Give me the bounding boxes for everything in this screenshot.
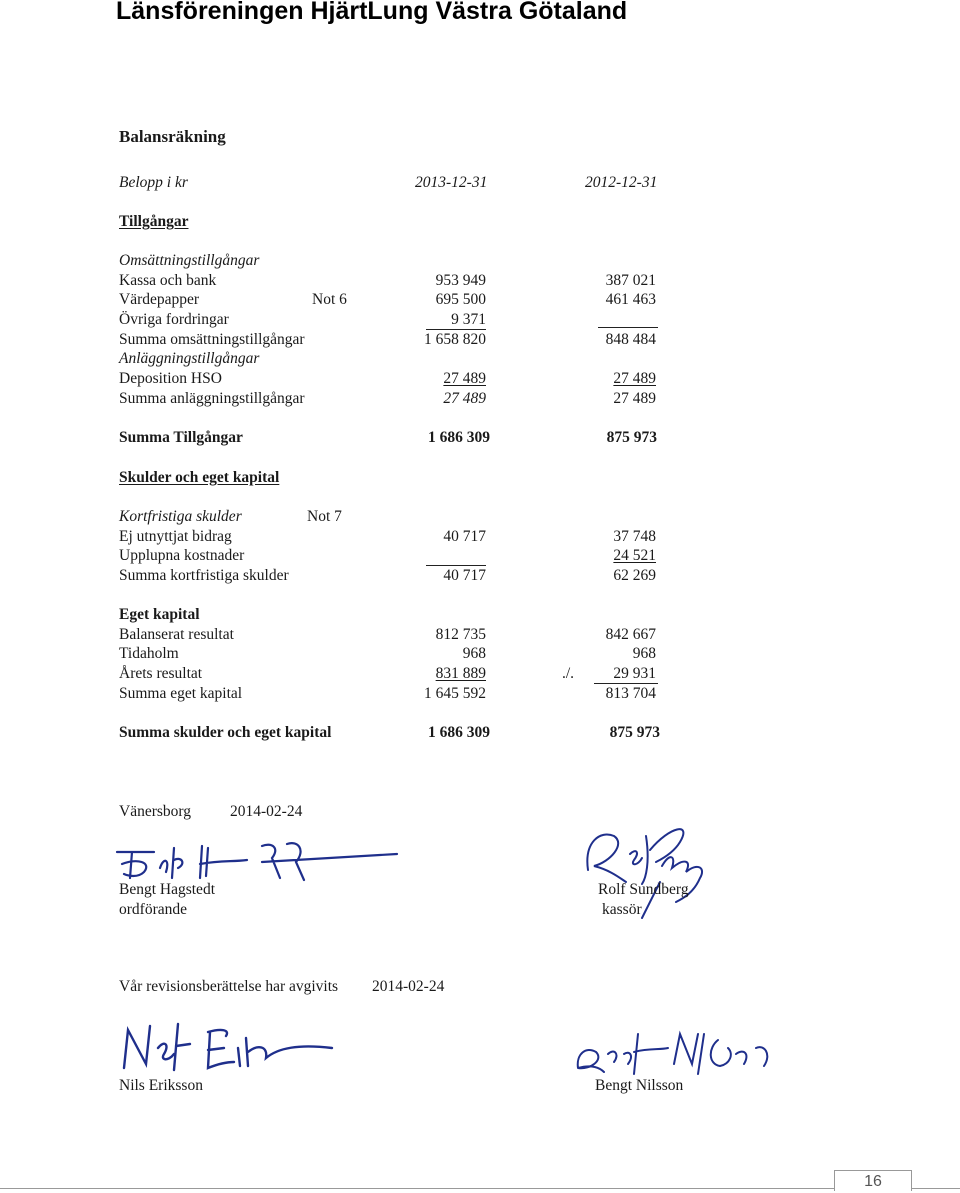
value-2013: 812 735 — [435, 626, 486, 643]
row-label: Kassa och bank — [119, 272, 217, 289]
note-reference: Not 6 — [312, 291, 347, 308]
value-2012: 848 484 — [605, 331, 656, 348]
fixed-assets-heading: Anläggningstillgångar — [119, 350, 260, 367]
signing-place: Vänersborg — [119, 803, 192, 820]
signer2-role: kassör — [602, 901, 642, 918]
signing-date: 2014-02-24 — [230, 803, 303, 820]
value-2013: 1 645 592 — [424, 685, 486, 702]
column-header-2012: 2012-12-31 — [585, 174, 658, 191]
signer1-name: Bengt Hagstedt — [119, 881, 215, 898]
short-term-heading: Kortfristiga skulder — [119, 508, 242, 525]
total-assets-label: Summa Tillgångar — [119, 429, 243, 446]
value-2012: 37 748 — [613, 528, 656, 545]
value-2013: 27 489 — [443, 370, 486, 387]
assets-heading: Tillgångar — [119, 213, 189, 230]
row-label: Övriga fordringar — [119, 311, 229, 328]
value-2013: 9 371 — [451, 311, 486, 328]
row-label: Summa kortfristiga skulder — [119, 567, 289, 584]
total-liabilities-label: Summa skulder och eget kapital — [119, 724, 332, 741]
note-reference: Not 7 — [307, 508, 342, 525]
audit-date: 2014-02-24 — [372, 978, 445, 995]
value-2013: 831 889 — [435, 665, 486, 682]
value-2013: 40 717 — [443, 528, 486, 545]
row-label: Ej utnyttjat bidrag — [119, 528, 232, 545]
total-assets-2013: 1 686 309 — [428, 429, 490, 446]
row-label: Tidaholm — [119, 645, 179, 662]
liabilities-heading: Skulder och eget kapital — [119, 469, 280, 486]
amount-label: Belopp i kr — [119, 174, 188, 191]
value-2012: 387 021 — [605, 272, 656, 289]
auditor2-name: Bengt Nilsson — [595, 1077, 684, 1094]
value-2013: 695 500 — [435, 291, 486, 308]
page-number: 16 — [834, 1170, 912, 1191]
row-label: Deposition HSO — [119, 370, 222, 387]
row-label: Summa anläggningstillgångar — [119, 390, 305, 407]
negative-sign: ./. — [562, 665, 575, 682]
signer2-name: Rolf Sundberg — [598, 881, 689, 898]
total-assets-2012: 875 973 — [606, 429, 657, 446]
row-label: Summa omsättningstillgångar — [119, 331, 305, 348]
row-label: Årets resultat — [119, 665, 203, 682]
total-liabilities-2012: 875 973 — [609, 724, 660, 741]
subtotal-rule — [426, 329, 486, 330]
subtotal-rule — [598, 327, 658, 328]
signer1-role: ordförande — [119, 901, 187, 918]
signature-rolf-sundberg — [580, 822, 720, 927]
page-header-title: Länsföreningen HjärtLung Västra Götaland — [116, 0, 628, 25]
value-2012: 842 667 — [605, 626, 656, 643]
footer-rule — [0, 1188, 960, 1189]
value-2012: 62 269 — [613, 567, 656, 584]
equity-heading: Eget kapital — [119, 606, 200, 623]
row-label: Summa eget kapital — [119, 685, 243, 702]
value-2012: 29 931 — [613, 665, 656, 682]
value-2012: 27 489 — [613, 370, 656, 387]
auditor1-name: Nils Eriksson — [119, 1077, 203, 1094]
value-2013: 40 717 — [443, 567, 486, 584]
value-2013: 968 — [462, 645, 486, 662]
value-2013: 1 658 820 — [424, 331, 486, 348]
value-2012: 461 463 — [605, 291, 656, 308]
signature-nils-eriksson — [118, 1018, 348, 1083]
value-2013: 953 949 — [435, 272, 486, 289]
value-2012: 813 704 — [605, 685, 656, 702]
row-label: Värdepapper — [119, 291, 200, 308]
total-liabilities-2013: 1 686 309 — [428, 724, 490, 741]
audit-statement: Vår revisionsberättelse har avgivits — [119, 978, 339, 995]
subtotal-rule — [594, 683, 658, 684]
column-header-2013: 2013-12-31 — [415, 174, 488, 191]
row-label: Upplupna kostnader — [119, 547, 245, 564]
row-label: Balanserat resultat — [119, 626, 234, 643]
subtotal-rule — [426, 565, 486, 566]
current-assets-heading: Omsättningstillgångar — [119, 252, 260, 269]
value-2012: 968 — [632, 645, 656, 662]
statement-title: Balansräkning — [119, 127, 226, 146]
value-2013: 27 489 — [443, 390, 486, 407]
value-2012: 27 489 — [613, 390, 656, 407]
value-2012: 24 521 — [613, 547, 656, 564]
